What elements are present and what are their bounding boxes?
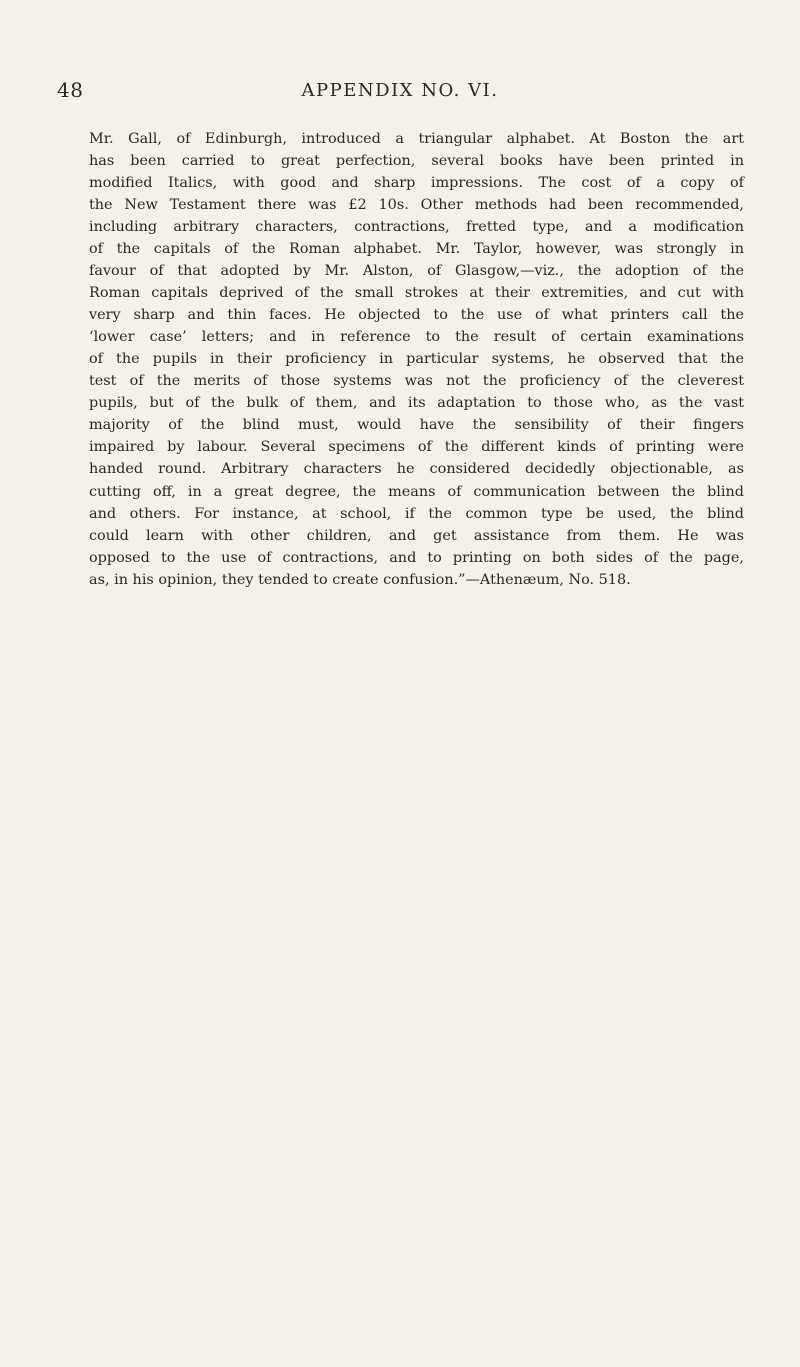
body-paragraph: [89, 128, 744, 591]
text-line: pupils, but of the bulk of them, and its adaptation to those who, as the vast: [89, 395, 744, 412]
text-line: and others. For instance, at school, if the common type be used, the blind: [89, 505, 744, 522]
text-line: handed round. Arbitrary characters he considered decidedly objectionable, as: [89, 461, 744, 478]
text-line: ‘lower case’ letters; and in reference to the result of certain examinations: [89, 329, 744, 346]
text-line: very sharp and thin faces. He objected to the use of what printers call the: [89, 307, 744, 324]
text-line: including arbitrary characters, contractions, fretted type, and a modification: [89, 219, 744, 236]
text-line: opposed to the use of contractions, and to printing on both sides of the page,: [89, 549, 744, 566]
text-line: of the pupils in their proficiency in particular systems, he observed that the: [89, 351, 744, 368]
text-line: cutting off, in a great degree, the means of communication between the blind: [89, 483, 744, 500]
text-line-final: as, in his opinion, they tended to create confusion.”—Athenæum, No. 518.: [89, 571, 631, 588]
text-line: Roman capitals deprived of the small strokes at their extremities, and cut with: [89, 285, 744, 302]
text-line: Mr. Gall, of Edinburgh, introduced a triangular alphabet. At Boston the art: [89, 131, 744, 147]
text-line: modified Italics, with good and sharp impressions. The cost of a copy of: [89, 175, 744, 192]
text-line: the New Testament there was £2 10s. Other methods had been recommended,: [89, 197, 744, 214]
page-number: 48: [57, 78, 84, 102]
text-line: of the capitals of the Roman alphabet. Mr. Taylor, however, was strongly in: [89, 241, 744, 258]
running-head: APPENDIX NO. VI.: [301, 80, 499, 101]
text-line: has been carried to great perfection, several books have been printed in: [89, 153, 744, 170]
text-line: majority of the blind must, would have the sensibility of their fingers: [89, 417, 744, 434]
text-line: impaired by labour. Several specimens of the different kinds of printing were: [89, 439, 744, 456]
text-line: could learn with other children, and get assistance from them. He was: [89, 527, 744, 544]
text-line: test of the merits of those systems was not the proficiency of the cleverest: [89, 373, 744, 390]
text-line: favour of that adopted by Mr. Alston, of Glasgow,—viz., the adoption of the: [89, 263, 744, 280]
